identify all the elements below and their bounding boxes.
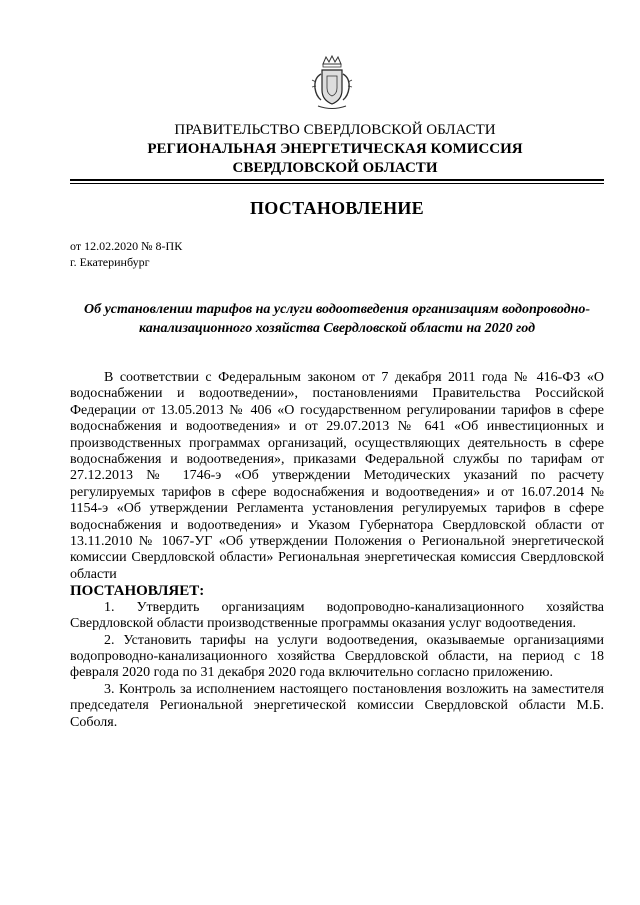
date-number: от 12.02.2020 № 8-ПК <box>70 239 183 253</box>
decree-item: 1. Утвердить организациям водопроводно-канализационного хозяйства Свердловской области производственные программы оказания услуг водоотведения. <box>70 599 604 632</box>
header-divider <box>70 179 604 181</box>
header-divider-thin <box>70 183 604 184</box>
government-name: ПРАВИТЕЛЬСТВО СВЕРДЛОВСКОЙ ОБЛАСТИ <box>174 122 496 138</box>
region-name: СВЕРДЛОВСКОЙ ОБЛАСТИ <box>232 160 438 176</box>
decree-item: 2. Установить тарифы на услуги водоотведения, оказываемые организациями водопроводно-канализационного хозяйства Свердловской области, на период с 18 февраля 2020 года по 31 декабря 2020 года включительно согласно приложению. <box>70 632 604 681</box>
city: г. Екатеринбург <box>70 255 150 269</box>
document-body <box>70 370 604 731</box>
document-subject: Об установлении тарифов на услуги водоотведения организациям водопроводно-канализационного хозяйства Свердловской области на 2020 год <box>83 302 591 336</box>
preamble: В соответствии с Федеральным законом от 7 декабря 2011 года № 416-ФЗ «О водоснабжении и водоотведении», постановлениями Правительства Российской Федерации от 13.05.2013 № 406 «О государственном регулировании тарифов в сфере водоснабжения и водоотведения» и от 29.07.2013 № 641 «Об инвестиционных и производственных программах организаций, осуществляющих деятельность в сфере водоснабжения и водоотведения», приказами Федеральной службы по тарифам от 27.12.2013 № 1746-э «Об утверждении Методических указаний по расчету регулируемых тарифов в сфере водоснабжения и водоотведения» и от 16.07.2014 № 1154-э «Об утверждении Регламента установления регулируемых тарифов в сфере водоснабжения и водоотведения» и Указом Губернатора Свердловской области от 13.11.2010 № 1067-УГ «Об утверждении Положения о Региональной энергетической комиссии Свердловской области» Региональная энергетическая комиссия Свердловской области <box>70 370 604 582</box>
document-title: ПОСТАНОВЛЕНИЕ <box>250 198 424 218</box>
decree-word: ПОСТАНОВЛЯЕТ: <box>70 583 205 600</box>
decree-item: 3. Контроль за исполнением настоящего постановления возложить на заместителя председателя Региональной энергетической комиссии Свердловской области М.Б. Соболя. <box>70 681 604 730</box>
coat-of-arms-icon <box>310 54 354 112</box>
commission-name: РЕГИОНАЛЬНАЯ ЭНЕРГЕТИЧЕСКАЯ КОМИССИЯ <box>147 141 523 157</box>
